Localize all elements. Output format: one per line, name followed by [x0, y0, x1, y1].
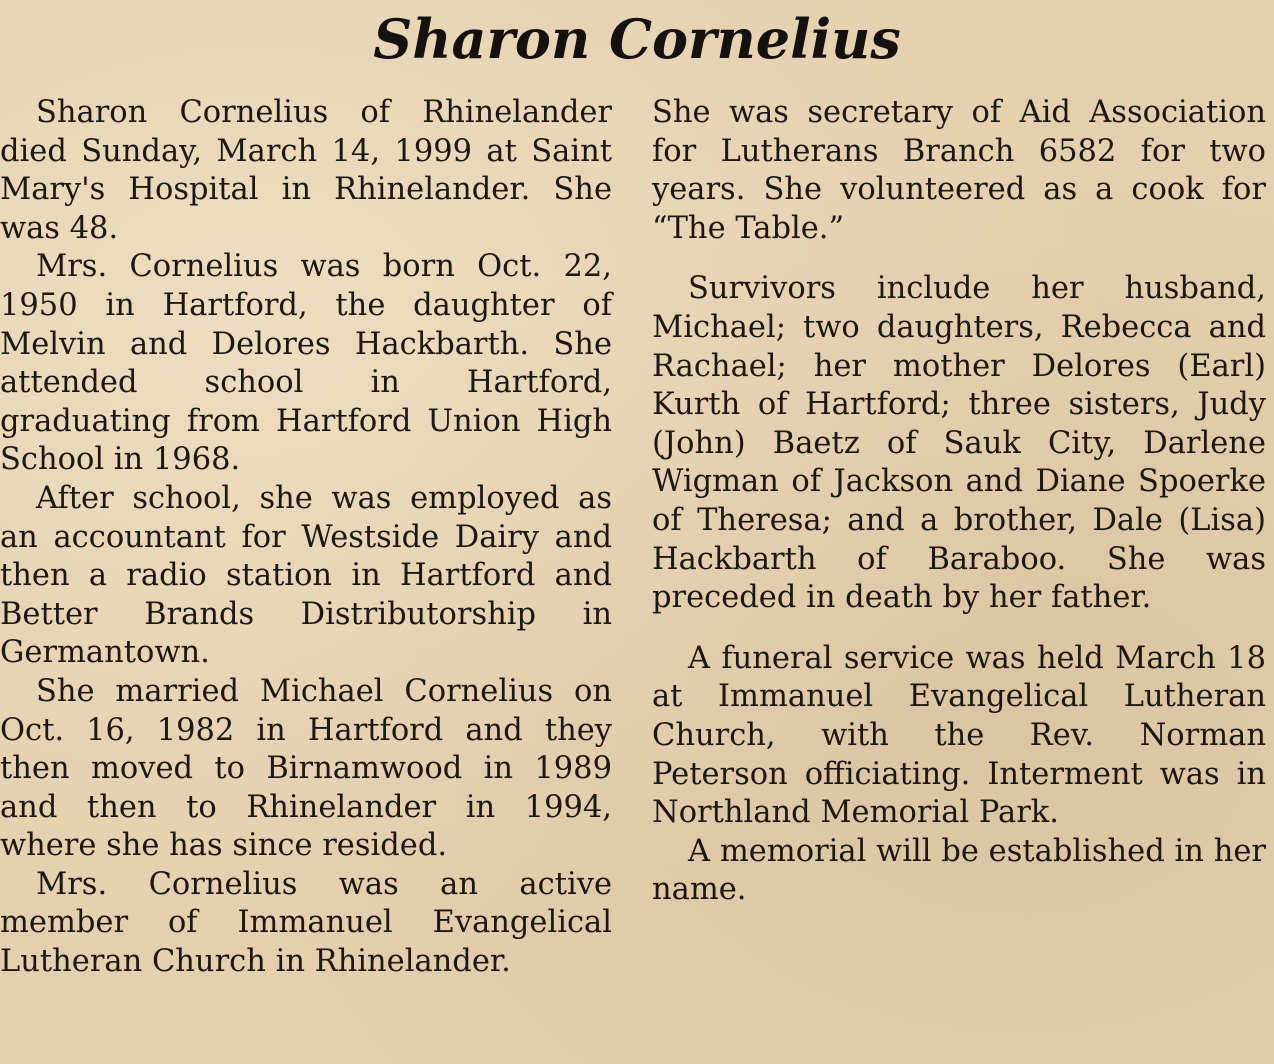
left-column — [0, 94, 612, 982]
paragraph-death-notice: Sharon Cornelius of Rhinelander died Sunday, March 14, 1999 at Saint Mary's Hospital in Rhinelander. She was 48. — [0, 95, 612, 246]
paragraph-funeral-service: A funeral service was held March 18 at Immanuel Evangelical Lutheran Church, with the Rev. Norman Peterson officiating. Interment was in Northland Memorial Park. — [652, 640, 1266, 831]
paragraph-survivors: Survivors include her husband, Michael; two daughters, Rebecca and Rachael; her mother Delores (Earl) Kurth of Hartford; three sisters, Judy (John) Baetz of Sauk City, Darlene Wigman of Jackson and Diane Spoerke of Theresa; and a brother, Dale (Lisa) Hackbarth of Baraboo. She was preceded in death by her father. — [652, 271, 1266, 616]
paragraph-volunteer: She was secretary of Aid Association for Lutherans Branch 6582 for two years. She volunteered as a cook for “The Table.” — [652, 95, 1266, 246]
right-column — [652, 94, 1266, 910]
paragraph-birth: Mrs. Cornelius was born Oct. 22, 1950 in Hartford, the daughter of Melvin and Delores Hackbarth. She attended school in Hartford, graduating from Hartford Union High School in 1968. — [0, 249, 612, 478]
paragraph-memorial: A memorial will be established in her name. — [652, 833, 1266, 908]
paragraph-employment: After school, she was employed as an accountant for Westside Dairy and then a radio station in Hartford and Better Brands Distributorship in Germantown. — [0, 480, 612, 671]
obituary-headline: Sharon Cornelius — [373, 7, 901, 71]
paragraph-church-membership: Mrs. Cornelius was an active member of Immanuel Evangelical Lutheran Church in Rhinelander. — [0, 866, 612, 980]
paragraph-marriage: She married Michael Cornelius on Oct. 16, 1982 in Hartford and they then moved to Birnamwood in 1989 and then to Rhinelander in 1994, where she has since resided. — [0, 673, 612, 864]
